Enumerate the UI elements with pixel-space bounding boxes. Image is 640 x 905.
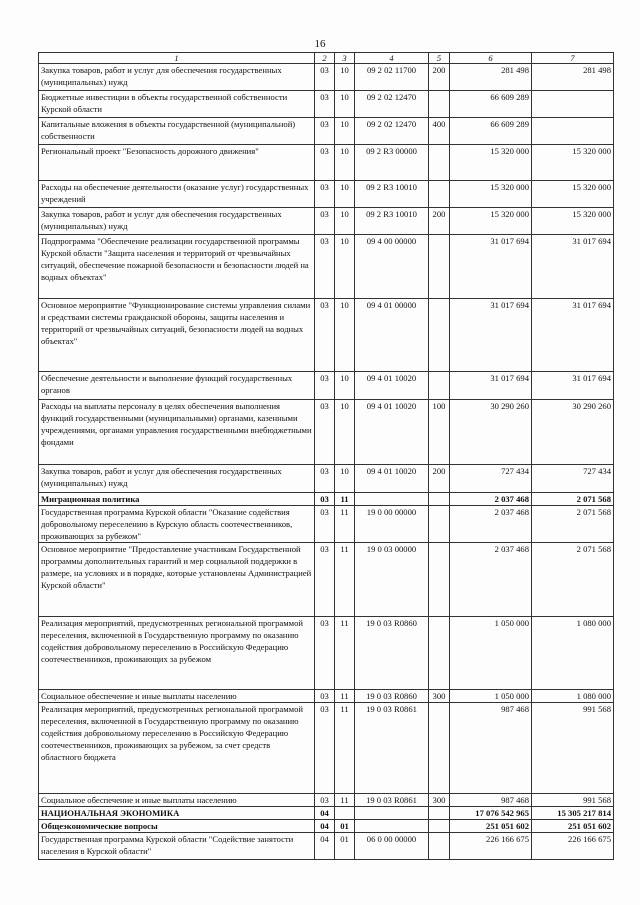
row-label: Социальное обеспечение и иные выплаты населению [39, 794, 315, 807]
row-code-type: 300 [429, 690, 450, 703]
row-code-subsection: 11 [335, 617, 355, 690]
row-code-target: 19 0 03 R0861 [355, 794, 429, 807]
row-label: Реализация мероприятий, предусмотренных региональной программой переселения, включенной в Государственную программу по оказанию содействия добровольному переселению в Российскую Федерацию соотечественников, проживающих за рубежом [39, 617, 315, 690]
row-code-subsection: 10 [335, 118, 355, 145]
row-code-section: 03 [315, 372, 335, 400]
row-code-type [429, 807, 450, 820]
row-label: НАЦИОНАЛЬНАЯ ЭКОНОМИКА [39, 807, 315, 820]
row-label: Миграционная политика [39, 493, 315, 506]
table-row [39, 807, 614, 820]
row-code-subsection [335, 807, 355, 820]
row-code-subsection: 10 [335, 208, 355, 235]
row-code-section: 03 [315, 465, 335, 493]
row-amount-year1: 987 468 [450, 794, 532, 807]
row-code-section: 03 [315, 235, 335, 299]
table-row [39, 493, 614, 506]
row-code-subsection: 10 [335, 465, 355, 493]
header-col-5: 5 [429, 53, 450, 64]
row-code-type [429, 506, 450, 543]
row-code-subsection: 11 [335, 690, 355, 703]
row-code-section: 03 [315, 506, 335, 543]
row-amount-year2: 30 290 260 [532, 400, 614, 465]
table-row [39, 400, 614, 465]
table-row [39, 145, 614, 181]
row-label: Региональный проект "Безопасность дорожного движения" [39, 145, 315, 181]
row-amount-year1: 31 017 694 [450, 372, 532, 400]
row-amount-year1: 31 017 694 [450, 299, 532, 372]
row-code-type: 200 [429, 465, 450, 493]
table-row [39, 690, 614, 703]
row-amount-year1: 15 320 000 [450, 181, 532, 208]
row-code-target [355, 493, 429, 506]
row-code-section: 03 [315, 145, 335, 181]
header-col-2: 2 [315, 53, 335, 64]
row-code-target [355, 807, 429, 820]
row-code-section: 04 [315, 833, 335, 860]
row-amount-year1: 31 017 694 [450, 235, 532, 299]
row-code-type [429, 181, 450, 208]
row-amount-year1: 15 320 000 [450, 145, 532, 181]
table-row [39, 506, 614, 543]
row-amount-year2: 1 080 000 [532, 690, 614, 703]
row-code-subsection: 10 [335, 299, 355, 372]
row-code-subsection: 01 [335, 833, 355, 860]
row-code-target: 09 2 02 12470 [355, 91, 429, 118]
row-label: Основное мероприятие "Предоставление участникам Государственной программы дополнительных гарантий и мер социальной поддержки в размере, на условиях и в порядке, которые установлены Администрацией Курской области" [39, 543, 315, 617]
row-code-target: 19 0 03 R0861 [355, 703, 429, 794]
row-label: Общеэкономические вопросы [39, 820, 315, 833]
row-amount-year2: 31 017 694 [532, 372, 614, 400]
row-amount-year2: 15 305 217 814 [532, 807, 614, 820]
row-code-type [429, 91, 450, 118]
row-code-target: 19 0 03 00000 [355, 543, 429, 617]
table-row [39, 64, 614, 91]
row-amount-year2: 31 017 694 [532, 235, 614, 299]
row-amount-year1: 2 037 468 [450, 493, 532, 506]
row-label: Капитальные вложения в объекты государственной (муниципальной) собственности [39, 118, 315, 145]
row-amount-year1: 30 290 260 [450, 400, 532, 465]
row-label: Реализация мероприятий, предусмотренных региональной программой переселения, включенной в Государственную программу по оказанию содействия добровольному переселению в Российскую Федерацию соотечественников, проживающих за рубежом, за счет средств областного бюджета [39, 703, 315, 794]
row-code-subsection: 10 [335, 181, 355, 208]
row-label: Закупка товаров, работ и услуг для обеспечения государственных (муниципальных) нужд [39, 465, 315, 493]
row-amount-year1: 66 609 289 [450, 118, 532, 145]
row-amount-year2: 727 434 [532, 465, 614, 493]
row-amount-year2: 2 071 568 [532, 506, 614, 543]
row-label: Расходы на обеспечение деятельности (оказание услуг) государственных учреждений [39, 181, 315, 208]
row-code-section: 03 [315, 493, 335, 506]
row-code-target: 09 4 01 10020 [355, 465, 429, 493]
table-row [39, 208, 614, 235]
table-row [39, 118, 614, 145]
row-code-type: 300 [429, 794, 450, 807]
row-code-subsection: 10 [335, 64, 355, 91]
row-label: Закупка товаров, работ и услуг для обеспечения государственных (муниципальных) нужд [39, 64, 315, 91]
row-code-type [429, 372, 450, 400]
row-amount-year1: 15 320 000 [450, 208, 532, 235]
table-row [39, 794, 614, 807]
row-code-section: 03 [315, 794, 335, 807]
row-code-section: 03 [315, 299, 335, 372]
budget-table [38, 52, 614, 860]
row-label: Основное мероприятие "Функционирование системы управления силами и средствами системы гражданской обороны, защиты населения и территорий от чрезвычайных ситуаций, безопасности людей на водных объектах" [39, 299, 315, 372]
table-row [39, 703, 614, 794]
table-row [39, 833, 614, 860]
table-row [39, 543, 614, 617]
page-number: 16 [314, 38, 326, 50]
row-code-target: 06 0 00 00000 [355, 833, 429, 860]
row-code-type [429, 703, 450, 794]
row-label: Государственная программа Курской области "Оказание содействия добровольному переселению в Курскую область соотечественников, проживающих за рубежом" [39, 506, 315, 543]
row-code-target: 19 0 00 00000 [355, 506, 429, 543]
row-code-type [429, 493, 450, 506]
row-code-target: 09 4 01 00000 [355, 299, 429, 372]
row-code-section: 03 [315, 91, 335, 118]
row-code-section: 03 [315, 181, 335, 208]
row-code-section: 04 [315, 820, 335, 833]
table-row [39, 617, 614, 690]
row-code-target: 09 2 R3 10010 [355, 181, 429, 208]
table-row [39, 372, 614, 400]
header-row [39, 53, 614, 64]
row-code-target: 09 2 R3 00000 [355, 145, 429, 181]
row-code-target: 09 2 R3 10010 [355, 208, 429, 235]
row-code-type [429, 299, 450, 372]
header-col-4: 4 [355, 53, 429, 64]
row-code-target: 09 4 01 10020 [355, 372, 429, 400]
row-code-type [429, 235, 450, 299]
table-row [39, 820, 614, 833]
row-code-subsection: 10 [335, 400, 355, 465]
row-amount-year2: 991 568 [532, 794, 614, 807]
row-code-subsection: 10 [335, 372, 355, 400]
row-amount-year1: 1 050 000 [450, 690, 532, 703]
row-amount-year1: 1 050 000 [450, 617, 532, 690]
row-code-type [429, 145, 450, 181]
row-code-subsection: 11 [335, 543, 355, 617]
row-code-target [355, 820, 429, 833]
row-amount-year2: 15 320 000 [532, 145, 614, 181]
row-amount-year2: 991 568 [532, 703, 614, 794]
row-code-section: 03 [315, 703, 335, 794]
row-code-section: 03 [315, 400, 335, 465]
row-amount-year2: 226 166 675 [532, 833, 614, 860]
row-amount-year1: 251 051 602 [450, 820, 532, 833]
row-label: Обеспечение деятельности и выполнение функций государственных органов [39, 372, 315, 400]
row-code-type [429, 833, 450, 860]
row-amount-year2: 281 498 [532, 64, 614, 91]
row-code-target: 09 2 02 12470 [355, 118, 429, 145]
row-code-subsection: 10 [335, 145, 355, 181]
row-amount-year2: 2 071 568 [532, 543, 614, 617]
row-amount-year2: 31 017 694 [532, 299, 614, 372]
table-row [39, 299, 614, 372]
header-col-3: 3 [335, 53, 355, 64]
row-code-section: 03 [315, 543, 335, 617]
row-amount-year2: 251 051 602 [532, 820, 614, 833]
row-code-subsection: 01 [335, 820, 355, 833]
row-code-subsection: 10 [335, 235, 355, 299]
row-code-type [429, 820, 450, 833]
row-amount-year2: 1 080 000 [532, 617, 614, 690]
row-code-type [429, 617, 450, 690]
row-amount-year2: 2 071 568 [532, 493, 614, 506]
row-amount-year1: 226 166 675 [450, 833, 532, 860]
row-label: Закупка товаров, работ и услуг для обеспечения государственных (муниципальных) нужд [39, 208, 315, 235]
table-row [39, 235, 614, 299]
row-code-type: 100 [429, 400, 450, 465]
row-code-type: 200 [429, 208, 450, 235]
row-code-target: 09 4 01 10020 [355, 400, 429, 465]
row-amount-year2: 15 320 000 [532, 181, 614, 208]
row-amount-year1: 727 434 [450, 465, 532, 493]
row-label: Подпрограмма "Обеспечение реализации государственной программы Курской области "Защита населения и территорий от чрезвычайных ситуаций, обеспечение пожарной безопасности и безопасности людей на водных объектах" [39, 235, 315, 299]
row-label: Социальное обеспечение и иные выплаты населению [39, 690, 315, 703]
row-code-target: 09 4 00 00000 [355, 235, 429, 299]
row-amount-year1: 17 076 542 965 [450, 807, 532, 820]
row-amount-year2 [532, 118, 614, 145]
table-row [39, 181, 614, 208]
row-amount-year1: 2 037 468 [450, 506, 532, 543]
row-code-type: 200 [429, 64, 450, 91]
row-label: Государственная программа Курской области "Содействие занятости населения в Курской области" [39, 833, 315, 860]
header-col-6: 6 [450, 53, 532, 64]
row-code-subsection: 11 [335, 703, 355, 794]
row-amount-year1: 281 498 [450, 64, 532, 91]
row-label: Бюджетные инвестиции в объекты государственной собственности Курской области [39, 91, 315, 118]
row-amount-year2 [532, 91, 614, 118]
header-col-1: 1 [39, 53, 315, 64]
row-code-section: 04 [315, 807, 335, 820]
row-code-subsection: 11 [335, 794, 355, 807]
row-code-target: 09 2 02 11700 [355, 64, 429, 91]
table-row [39, 465, 614, 493]
row-amount-year1: 987 468 [450, 703, 532, 794]
row-code-type [429, 543, 450, 617]
row-amount-year2: 15 320 000 [532, 208, 614, 235]
row-code-section: 03 [315, 118, 335, 145]
row-code-target: 19 0 03 R0860 [355, 617, 429, 690]
row-code-subsection: 11 [335, 506, 355, 543]
row-amount-year1: 2 037 468 [450, 543, 532, 617]
row-code-subsection: 10 [335, 91, 355, 118]
row-code-type: 400 [429, 118, 450, 145]
row-code-subsection: 11 [335, 493, 355, 506]
header-col-7: 7 [532, 53, 614, 64]
row-amount-year1: 66 609 289 [450, 91, 532, 118]
row-code-target: 19 0 03 R0860 [355, 690, 429, 703]
table-row [39, 91, 614, 118]
row-code-section: 03 [315, 64, 335, 91]
row-code-section: 03 [315, 690, 335, 703]
row-code-section: 03 [315, 617, 335, 690]
row-code-section: 03 [315, 208, 335, 235]
row-label: Расходы на выплаты персоналу в целях обеспечения выполнения функций государственными (муниципальными) органами, казенными учреждениями, органами управления государственными внебюджетными фондами [39, 400, 315, 465]
